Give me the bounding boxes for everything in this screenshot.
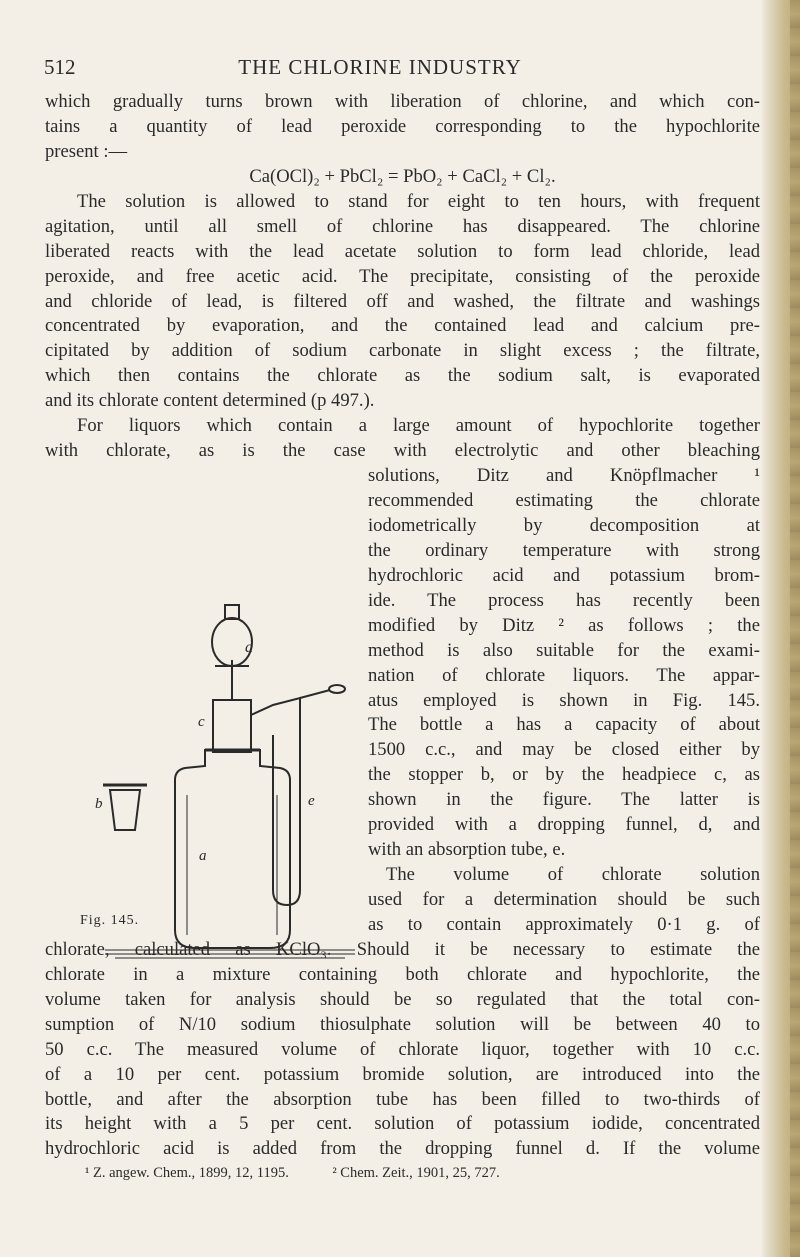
body-line: and its chlorate content determined (p 497.). (45, 390, 375, 412)
chemical-equation: Ca(OCl)₂ + PbCl₂ = PbO₂ + CaCl₂ + Cl₂. (249, 165, 556, 187)
label-b: b (95, 796, 103, 812)
wrap-line: modified by Ditz ² as follows ; the (368, 614, 760, 636)
wrap-line: the ordinary temperature with strong (368, 539, 760, 561)
body-line: its height with a 5 per cent. solution of potassium iodide, concentrated (45, 1113, 760, 1135)
body-line: which gradually turns brown with liberation of chlorine, and which con- (45, 91, 760, 112)
wrap-line: The volume of chlorate solution (386, 864, 760, 886)
wrap-line: atus employed is shown in Fig. 145. (368, 689, 760, 711)
body-line: sumption of N/10 sodium thiosulphate solution will be between 40 to (45, 1013, 760, 1035)
body-line: For liquors which contain a large amount of hypochlorite together (77, 415, 760, 437)
footnotes: ¹ Z. angew. Chem., 1899, 12, 1195. ² Chem. Zeit., 1901, 25, 727. (85, 1165, 500, 1182)
body-line: with chlorate, as is the case with electrolytic and other bleaching (45, 440, 760, 462)
wrap-line: hydrochloric acid and potassium brom- (368, 564, 760, 586)
running-head: THE CHLORINE INDUSTRY (238, 55, 522, 79)
wrap-line: provided with a dropping funnel, d, and (368, 814, 760, 836)
body-line: present :— (45, 140, 128, 162)
wrap-line: recommended estimating the chlorate (368, 490, 760, 511)
body-line: and chloride of lead, is filtered off and washed, the filtrate and washings (45, 290, 760, 312)
wrap-line: nation of chlorate liquors. The appar- (368, 664, 760, 686)
body-line: tains a quantity of lead peroxide corresponding to the hypochlorite (45, 115, 760, 137)
label-a: a (199, 848, 207, 864)
wrap-line: used for a determination should be such (368, 889, 760, 910)
label-d: d (245, 639, 253, 656)
wrap-line: method is also suitable for the exami- (368, 639, 760, 661)
wrap-line: with an absorption tube, e. (368, 839, 566, 861)
body-line: volume taken for analysis should be so regulated that the total con- (45, 988, 760, 1010)
body-line: chlorate, calculated as KClO₃. Should it be necessary to estimate the (45, 938, 760, 960)
wrap-line: shown in the figure. The latter is (368, 789, 760, 811)
wrap-line: iodometrically by decomposition at (368, 514, 760, 536)
wrap-line: the stopper b, or by the headpiece c, as (368, 764, 760, 786)
wrap-line: solutions, Ditz and Knöpflmacher ¹ (368, 465, 760, 487)
figure-caption: Fig. 145. (80, 913, 140, 928)
body-line: bottle, and after the absorption tube has been filled to two-thirds of (45, 1088, 760, 1110)
page-number: 512 (44, 55, 76, 79)
wrap-line: 1500 c.c., and may be closed either by (368, 739, 760, 761)
wrap-line: The bottle a has a capacity of about (368, 714, 760, 736)
wrap-line: as to contain approximately 0·1 g. of (368, 913, 760, 935)
body-line: cipitated by addition of sodium carbonate in slight excess ; the filtrate, (45, 340, 760, 362)
page-edge-shadow (790, 0, 800, 1257)
body-line: chlorate in a mixture containing both chlorate and hypochlorite, the (45, 963, 760, 985)
body-line: of a 10 per cent. potassium bromide solution, are introduced into the (45, 1063, 760, 1085)
label-c: c (198, 714, 205, 730)
body-line: 50 c.c. The measured volume of chlorate liquor, together with 10 c.c. (45, 1038, 760, 1060)
body-line: peroxide, and free acetic acid. The precipitate, consisting of the peroxide (45, 265, 760, 287)
body-line: hydrochloric acid is added from the dropping funnel d. If the volume (45, 1138, 760, 1160)
wrap-line: ide. The process has recently been (368, 589, 760, 611)
label-e: e (308, 793, 315, 809)
body-line: concentrated by evaporation, and the contained lead and calcium pre- (45, 315, 760, 337)
body-line: The solution is allowed to stand for eight to ten hours, with frequent (77, 190, 760, 212)
body-line: liberated reacts with the lead acetate solution to form lead chloride, lead (45, 240, 760, 262)
body-line: which then contains the chlorate as the sodium salt, is evaporated (45, 365, 760, 387)
body-line: agitation, until all smell of chlorine has disappeared. The chlorine (45, 215, 760, 237)
